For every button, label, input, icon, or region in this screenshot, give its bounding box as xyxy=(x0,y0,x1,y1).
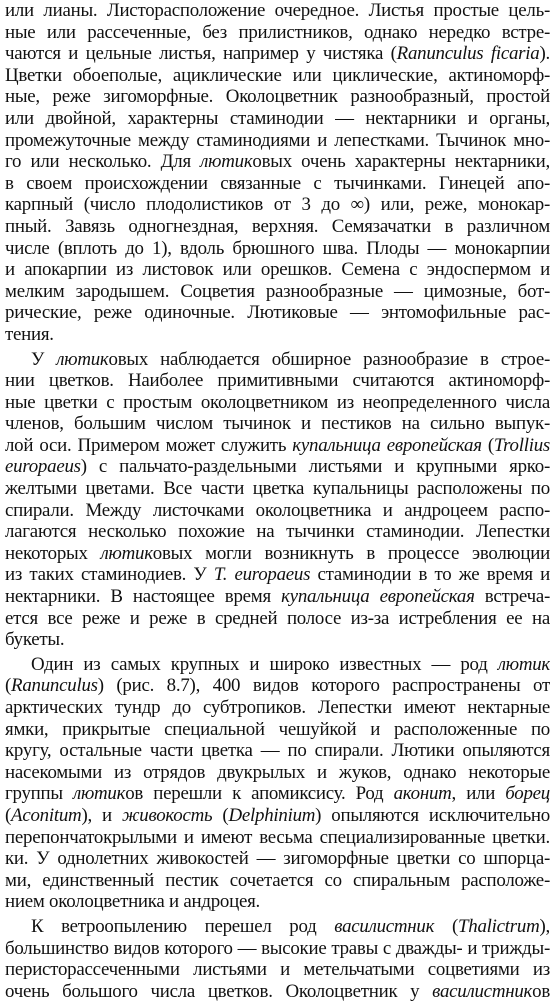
text-line: числе (вплоть до 1), вдоль брюшного шва. Плоды — монокарпии xyxy=(5,237,550,259)
text-line: ные, реже зигоморфные. Околоцветник разнообразный, простой xyxy=(5,86,550,108)
text-line: ки. У однолетних живокостей — зигоморфные цветки со шпорца- xyxy=(5,848,550,870)
text-line: очень большого числа цветков. Околоцветник у василистников xyxy=(5,980,550,1002)
text-line: (Ranunculus) (рис. 8.7), 400 видов которого распространены от xyxy=(5,675,550,697)
text-line: ные или рассеченные, без прилистников, однако нередко встре- xyxy=(5,21,550,43)
text-line: членов, большим числом тычинок и пестиков на сильно выпук- xyxy=(5,413,550,435)
text-line: в своем происхождении связанные с тычинками. Гинецей апо- xyxy=(5,172,550,194)
text-line: насекомыми из отрядов двукрылых и жуков, однако некоторые xyxy=(5,761,550,783)
text-line: или лианы. Листорасположение очередное. Листья простые цель- xyxy=(5,0,550,21)
text-line: из таких стаминодиев. У T. europaeus стаминодии в то же время и xyxy=(5,564,550,586)
text-line: перисторассеченными листьями и метельчатыми соцветиями из xyxy=(5,959,550,981)
text-line: желтыми цветами. Все части цветка купальницы расположены по xyxy=(5,478,550,500)
text-line: europaeus) с пальчато-раздельными листьями и крупными ярко- xyxy=(5,456,550,478)
paragraph-1 xyxy=(5,0,550,346)
text-line: некоторых лютиковых могли возникнуть в процессе эволюции xyxy=(5,542,550,564)
text-line: лой оси. Примером может служить купальница европейская (Trollius xyxy=(5,434,550,456)
text-line: кругу, остальные части цветка — по спирали. Лютики опыляются xyxy=(5,740,550,762)
text-line: ми, единственный пестик сочетается со спиральным расположе- xyxy=(5,869,550,891)
text-line: группы лютиков перешли к апомиксису. Род аконит, или борец xyxy=(5,783,550,805)
text-line: Один из самых крупных и широко известных — род лютик xyxy=(31,653,550,675)
text-line: большинство видов которого — высокие травы с дважды- и трижды- xyxy=(5,937,550,959)
text-line: лагаются несколько похожие на тычинки стаминодии. Лепестки xyxy=(5,521,550,543)
text-line: или двойной, характерны стаминодии — нектарники и органы, xyxy=(5,107,550,129)
text-line: нием околоцветника и андроцея. xyxy=(5,891,261,913)
text-line: промежуточные между стаминодиями и лепестками. Тычинок мно- xyxy=(5,129,550,151)
text-line: У лютиковых наблюдается обширное разнообразие в строе- xyxy=(31,348,550,370)
text-line: К ветроопылению перешел род василистник (Thalictrum), xyxy=(31,915,550,937)
paragraph-3 xyxy=(5,654,550,913)
text-line: букеты. xyxy=(5,629,65,651)
text-line: пный. Завязь одногнездная, верхняя. Семязачатки в различном xyxy=(5,215,550,237)
text-line: тения. xyxy=(5,323,54,345)
text-line: спирали. Между листочками околоцветника и андроцеем распо- xyxy=(5,499,550,521)
text-line: Цветки обоеполые, ациклические или циклические, актиноморф- xyxy=(5,64,550,86)
paragraph-4 xyxy=(5,916,550,1002)
text-line: (Aconitum), и живокость (Delphinium) опыляются исключительно xyxy=(5,804,550,826)
text-line: ется все реже и реже в средней полосе из-за истребления ее на xyxy=(5,607,550,629)
paragraph-2 xyxy=(5,349,550,651)
text-line: го или несколько. Для лютиковых очень характерны нектарники, xyxy=(5,151,550,173)
text-line: ямки, прикрытые специальной чешуйкой и расположенные по xyxy=(5,718,550,740)
text-line: нектарники. В настоящее время купальница европейская встреча- xyxy=(5,586,550,608)
text-line: чаются и цельные листья, например у чистяка (Ranunculus ficaria). xyxy=(5,43,550,65)
text-line: нии цветков. Наиболее примитивными считаются актиноморф- xyxy=(5,370,550,392)
text-line: мелким зародышем. Соцветия разнообразные — цимозные, бот- xyxy=(5,280,550,302)
text-line: карпный (число плодолистиков от 3 до ∞) или, реже, монокар- xyxy=(5,194,550,216)
text-line: и апокарпии из листовок или орешков. Семена с эндоспермом и xyxy=(5,259,550,281)
text-line: арктических тундр до субтропиков. Лепестки имеют нектарные xyxy=(5,697,550,718)
text-line: перепончатокрылыми и имеют весьма специализированные цветки. xyxy=(5,826,550,848)
text-line: рические, реже одиночные. Лютиковые — энтомофильные рас- xyxy=(5,302,550,324)
text-line: ные цветки с простым околоцветником из неопределенного числа xyxy=(5,391,550,413)
